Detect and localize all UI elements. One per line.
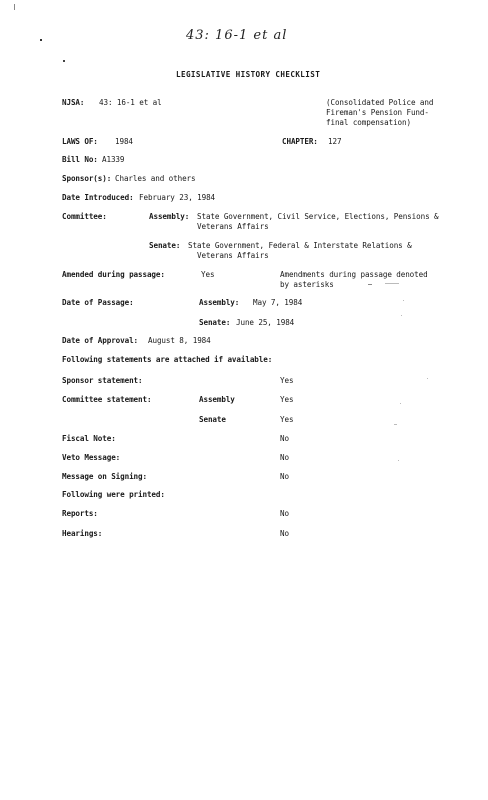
veto-message-value: No [280,453,289,462]
chapter-label: CHAPTER: [282,137,318,146]
committee-statement-senate-label: Senate [199,415,226,424]
scan-speck [403,300,404,301]
reports-value: No [280,509,289,518]
description-line-1: (Consolidated Police and [326,98,434,107]
scan-speck [427,378,428,379]
committee-senate-line-2: Veterans Affairs [197,251,269,260]
statements-heading: Following statements are attached if available: [62,355,273,364]
date-introduced-value: February 23, 1984 [139,193,216,202]
njsa-label: NJSA: [62,98,85,107]
committee-assembly-line-2: Veterans Affairs [197,222,269,231]
amended-note-line-2: by asterisks [280,280,334,289]
passage-senate-value: June 25, 1984 [236,318,295,327]
committee-statement-assembly-label: Assembly [199,395,235,404]
scan-speck [14,4,15,10]
date-of-approval-label: Date of Approval: [62,336,139,345]
fiscal-note-label: Fiscal Note: [62,434,116,443]
veto-message-label: Veto Message: [62,453,121,462]
sponsors-label: Sponsor(s): [62,174,112,183]
committee-statement-assembly-value: Yes [280,395,294,404]
date-introduced-label: Date Introduced: [62,193,134,202]
scan-speck [40,39,42,41]
chapter-value: 127 [328,137,342,146]
sponsors-value: Charles and others [115,174,196,183]
committee-senate-line-1: State Government, Federal & Interstate Relations & [188,241,412,250]
fiscal-note-value: No [280,434,289,443]
bill-no-label: Bill No: [62,155,98,164]
njsa-value: 43: 16-1 et al [99,98,162,107]
page-title: LEGISLATIVE HISTORY CHECKLIST [176,70,321,79]
committee-label: Committee: [62,212,107,221]
scan-speck [385,283,399,284]
scan-speck [63,60,65,62]
laws-of-value: 1984 [115,137,133,146]
message-on-signing-value: No [280,472,289,481]
scan-speck [400,403,401,404]
passage-senate-label: Senate: [199,318,231,327]
amended-note-line-1: Amendments during passage denoted [280,270,428,279]
sponsor-statement-value: Yes [280,376,294,385]
description-line-2: Fireman's Pension Fund- [326,108,429,117]
handwritten-reference: 43: 16-1 et al [186,28,288,43]
committee-senate-label: Senate: [149,241,181,250]
committee-assembly-line-1: State Government, Civil Service, Elections, Pensions & [197,212,439,221]
printed-heading: Following were printed: [62,490,165,499]
scan-speck [401,315,402,316]
description-line-3: final compensation) [326,118,411,127]
committee-statement-senate-value: Yes [280,415,294,424]
scan-speck [398,460,399,461]
laws-of-label: LAWS OF: [62,137,98,146]
passage-assembly-value: May 7, 1984 [253,298,303,307]
committee-statement-label: Committee statement: [62,395,152,404]
committee-assembly-label: Assembly: [149,212,190,221]
scan-speck [368,284,372,285]
amended-label: Amended during passage: [62,270,165,279]
date-of-passage-label: Date of Passage: [62,298,134,307]
passage-assembly-label: Assembly: [199,298,240,307]
hearings-value: No [280,529,289,538]
reports-label: Reports: [62,509,98,518]
bill-no-value: A1339 [102,155,125,164]
date-of-approval-value: August 8, 1984 [148,336,211,345]
scan-speck [394,424,397,425]
amended-value: Yes [201,270,215,279]
hearings-label: Hearings: [62,529,103,538]
message-on-signing-label: Message on Signing: [62,472,147,481]
sponsor-statement-label: Sponsor statement: [62,376,143,385]
